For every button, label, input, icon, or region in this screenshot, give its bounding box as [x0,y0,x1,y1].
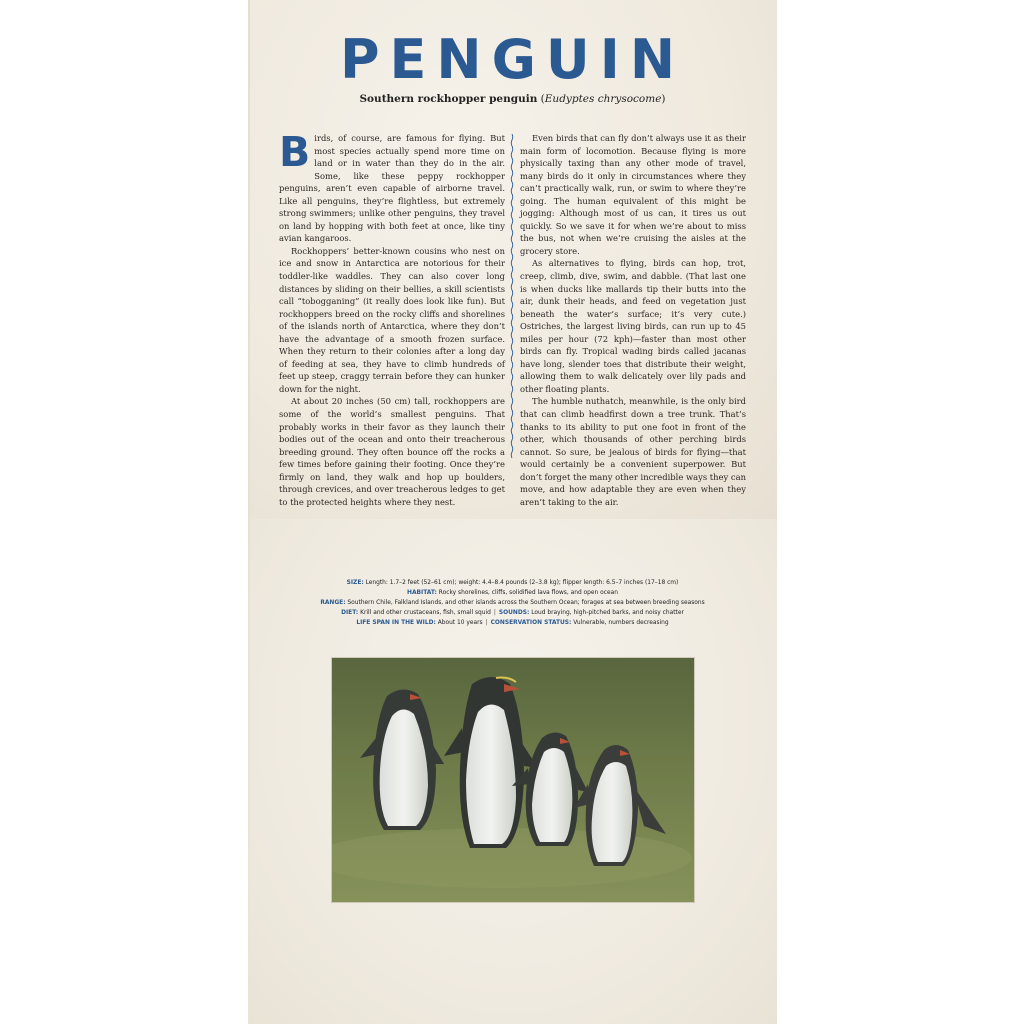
size-value: Length: 1.7–2 feet (52–61 cm); weight: 4.4–8.4 pounds (2–3.8 kg); flipper length: 6.5–7 inches (17–18 cm) [363,580,679,586]
fact-line-lifespan-status [248,618,777,628]
range-value: Southern Chile, Falkland Islands, and other islands across the Southern Ocean; forages at sea between breeding seasons [345,600,705,607]
range-label: RANGE: [320,600,346,607]
lifespan-label: LIFE SPAN IN THE WILD: [356,620,436,627]
column-divider [510,134,514,460]
habitat-label: HABITAT: [407,590,437,597]
conservation-label: CONSERVATION STATUS: [490,620,572,627]
diet-value: Krill and other crustaceans, fish, small squid [358,610,491,617]
drop-cap: B [279,128,311,176]
conservation-value: Vulnerable, numbers decreasing [571,620,669,627]
close-paren: ) [661,93,666,105]
fact-box [248,578,777,628]
diet-label: DIET: [341,610,359,617]
lifespan-value: About 10 years [435,620,483,627]
habitat-value: Rocky shorelines, cliffs, solidified lava flows, and open ocean [436,590,618,597]
fact-separator: | [485,620,488,627]
fact-separator: | [493,610,496,617]
common-name: Southern rockhopper penguin [359,93,538,105]
open-paren: ( [537,93,545,105]
penguin-photo-illustration [332,658,694,902]
page-fold [248,0,250,1024]
paragraph: As alternatives to flying, birds can hop, trot, creep, climb, dive, swim, and dabble. (That last one is when ducks like mallards tip their butts into the air, dunk their heads, and feed on vegetation just beneath the water’s surface; it’s very cute.) Ostriches, the largest living birds, can run up to 45 miles per hour (72 kph)—faster than most other birds can fly. Tropical wading birds called jacanas have long, slender toes that distribute their weight, allowing them to walk delicately over lily pads and other floating plants. [520,258,746,394]
paragraph [279,128,505,245]
paragraph-text: irds, of course, are famous for flying. But most species actually spend more time on land or in water than they do in the air. Some, like these peppy rockhopper penguins, aren’t even capable of airborne travel. Like all penguins, they’re flightless, but extremely strong swimmers; unlike other penguins, they travel on land by hopping with both feet at once, like tiny avian kangaroos. [279,133,505,244]
scientific-name: Eudyptes chrysocome [544,93,662,105]
paragraph: The humble nuthatch, meanwhile, is the only bird that can climb headfirst down a tree trunk. That’s thanks to its ability to put one foot in front of the other, which thousands of other perching birds cannot. So sure, be jealous of birds for flying—that would certainly be a convenient superpower. But don’t forget the many other incredible ways they can move, and how adaptable they are even when they aren’t taking to the air. [520,396,746,507]
fact-line-range [248,598,777,608]
paragraph: Even birds that can fly don’t always use it as their main form of locomotion. Because flying is more physically taxing than any other mode of travel, many birds do it only in circumstances where they can’t practically walk, run, or swim to where they’re going. The human equivalent of this might be jogging: Although most of us can, it tires us out quickly. So we save it for when we’re about to miss the bus, not when we’re cruising the aisles at the grocery store. [520,133,746,256]
sounds-label: SOUNDS: [498,610,530,617]
fact-line-diet-sounds [248,608,777,618]
fact-line-habitat [248,588,777,598]
right-text-column [520,132,746,508]
paragraph: At about 20 inches (50 cm) tall, rockhoppers are some of the world’s smallest penguins. That probably works in their favor as they launch their bodies out of the ocean and onto their treacherous breeding ground. They often bounce off the rocks a few times before gaining their footing. Once they’re firmly on land, they walk and hop up boulders, through crevices, and over treacherous ledges to get to the protected heights where they nest. [279,396,505,507]
paragraph: Rockhoppers’ better-known cousins who nest on ice and snow in Antarctica are notorious for their toddler-like waddles. They can also cover long distances by sliding on their bellies, a skill scientists call “tobogganing” (it really does look like fun). But rockhoppers breed on the rocky cliffs and shorelines of the islands north of Antarctica, where they don’t have the advantage of a smooth frozen surface. When they return to their colonies after a long day of feeding at sea, they have to climb hundreds of feet up steep, craggy terrain before they can hunker down for the night. [279,245,505,394]
penguin-photo [331,657,695,903]
page-title: PENGUIN [339,28,686,91]
species-subtitle [248,93,777,105]
fact-line-size [248,578,777,588]
sounds-value: Loud braying, high-pitched barks, and noisy chatter [529,610,684,617]
left-text-column [279,128,505,508]
size-label: SIZE: [346,580,364,586]
